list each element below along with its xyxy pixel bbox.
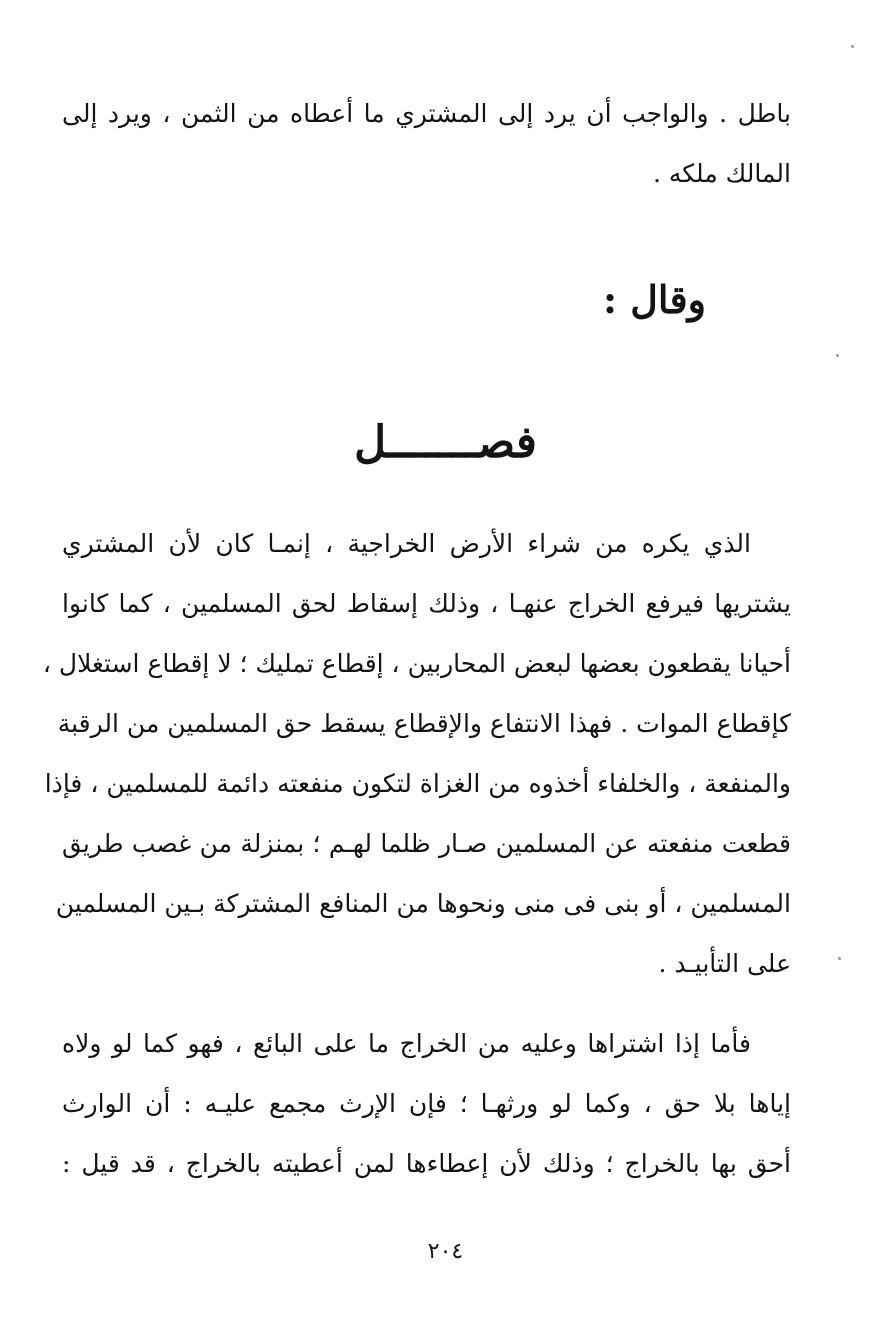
section-heading: فصـــــــل: [354, 417, 537, 468]
text-line: يشتريها فيرفع الخراج عنهـا ، وذلك إسقاط لحق المسلمين ، كما كانوا: [62, 589, 791, 618]
text-line: كإقطاع الموات . فهذا الانتفاع والإقطاع يسقط حق المسلمين من الرقبة: [57, 709, 791, 738]
paragraph-one: [42, 514, 791, 994]
top-paragraph: [62, 84, 791, 204]
scan-speck: [836, 354, 839, 357]
text-line: المسلمين ، أو بنى فى منى ونحوها من المنافع المشتركة بـين المسلمين: [55, 889, 791, 918]
text-line: إياها بلا حق ، وكما لو ورثهـا ؛ فإن الإرث مجمع عليـه : أن الوارث: [62, 1089, 791, 1118]
scan-speck: [851, 45, 854, 48]
text-line: الذي يكره من شراء الأرض الخراجية ، إنمـا كان لأن المشتري: [62, 529, 751, 558]
said-heading: وقال :: [603, 277, 706, 322]
text-line: قطعت منفعته عن المسلمين صـار ظلما لهـم ؛ بمنزلة من غصب طريق: [62, 829, 791, 858]
page-number: ٢٠٤: [427, 1239, 464, 1264]
text-line: أحيانا يقطعون بعضها لبعض المحاربين ، إقطاع تمليك ؛ لا إقطاع استغلال ،: [42, 649, 791, 678]
text-line: باطل . والواجب أن يرد إلى المشتري ما أعطاه من الثمن ، ويرد إلى: [62, 99, 791, 128]
text-line: والمنفعة ، والخلفاء أخذوه من الغزاة لتكون منفعته دائمة للمسلمين ، فإذا: [44, 769, 791, 798]
text-line: المالك ملكه .: [652, 159, 791, 188]
text-line: فأما إذا اشتراها وعليه من الخراج ما على البائع ، فهو كما لو ولاه: [62, 1029, 751, 1058]
text-line: أحق بها بالخراج ؛ وذلك لأن إعطاءها لمن أعطيته بالخراج ، قد قيل :: [62, 1149, 791, 1178]
paragraph-two: [62, 1014, 791, 1194]
scan-speck: [838, 957, 841, 960]
text-line: على التأبيـد .: [658, 949, 791, 978]
